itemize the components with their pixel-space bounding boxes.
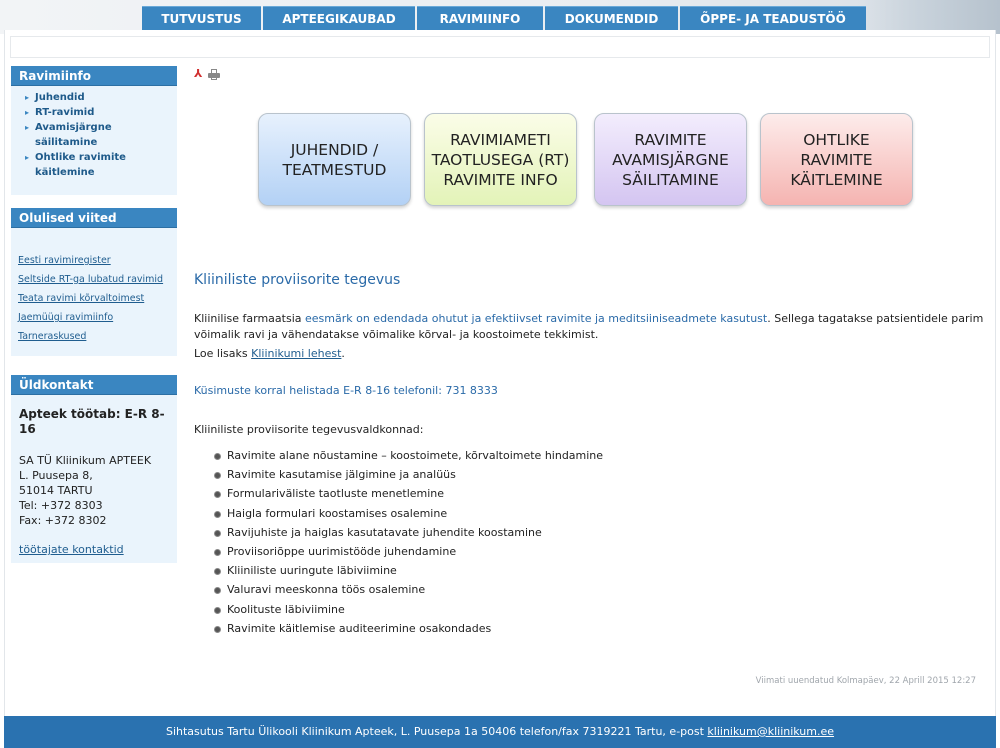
phone-info: Küsimuste korral helistada E-R 8-16 telefonil: 731 8333 [194,384,498,397]
tile-juhendid[interactable]: JUHENDID / TEATMESTUD [258,113,411,206]
pdf-icon[interactable] [194,68,204,80]
nav-ravimiinfo[interactable]: RAVIMIINFO [417,6,543,30]
breadcrumb-bar [10,36,990,58]
areas-title: Kliiniliste proviisorite tegevusvaldkonnad: [194,423,424,436]
sidebar-item-label: Juhendid [35,92,85,103]
intro-suffix: . Sellega tagatakse patsientidele parim võimalik ravi ja vähendatakse võimalike kõrval- ja koostoimete tekkimist. [194,312,984,341]
contact-org: SA TÜ Kliinikum APTEEK [19,454,152,467]
sidebar-ravimiinfo-menu [11,86,177,188]
sidebar-item-juhendid[interactable] [23,90,177,105]
sidebar-item-ohtlike[interactable] [23,150,133,180]
contact-tel: Tel: +372 8303 [19,499,103,512]
nav-apteegikaubad[interactable]: APTEEGIKAUBAD [263,6,415,30]
page-title: Kliiniliste proviisorite tegevus [194,272,401,288]
kliinikum-link[interactable]: Kliinikumi lehest [251,347,342,360]
sidebar-item-label: Ohtlike ravimite käitlemine [35,152,126,178]
link-tarneraskused[interactable]: Tarneraskused [18,331,87,342]
list-item: Ravijuhiste ja haiglas kasutatavate juhendite koostamine [212,523,603,542]
nav-oppe-ja-teadustoo[interactable]: ÕPPE- JA TEADUSTÖÖ [680,6,866,30]
read-more-prefix: Loe lisaks [194,347,252,360]
arrow-icon: ▸ [25,108,30,117]
sidebar-ravimiinfo-title: Ravimiinfo [11,66,177,86]
last-updated: Viimati uuendatud Kolmapäev, 22 Aprill 2015 12:27 [755,676,976,686]
list-item: Koolituste läbiviimine [212,600,603,619]
list-item: Ravimite käitlemise auditeerimine osakondades [212,619,603,638]
sidebar-ravimiinfo [11,66,177,195]
intro-paragraph [194,311,984,343]
arrow-icon: ▸ [25,153,30,162]
intro-highlight: eesmärk on edendada ohutut ja efektiivset ravimite ja meditsiiniseadmete kasutust [305,312,768,325]
contact-fax: Fax: +372 8302 [19,514,107,527]
header-image [860,0,1000,34]
sidebar-item-label: RT-ravimid [35,107,95,118]
sidebar-item-avamisjargne[interactable] [23,120,119,150]
link-korvaltoime[interactable]: Teata ravimi kõrvaltoimest [18,293,145,304]
contact-block [11,395,177,567]
list-item: Valuravi meeskonna töös osalemine [212,580,603,599]
read-more-suffix: . [341,347,345,360]
main-nav [142,6,868,30]
tile-ohtlike[interactable]: OHTLIKE RAVIMITE KÄITLEMINE [760,113,913,206]
tile-avamisjargne[interactable]: RAVIMITE AVAMISJÄRGNE SÄILITAMINE [594,113,747,206]
list-item: Ravimite alane nõustamine – koostoimete, kõrvaltoimete hindamine [212,446,603,465]
intro-text [194,311,984,362]
pdf-glyph: ⅄ [194,67,203,80]
read-more [194,346,984,362]
footer-email-link[interactable]: kliinikum@kliinikum.ee [707,725,835,738]
contact-city: 51014 TARTU [19,484,93,497]
list-item: Formulariväliste taotluste menetlemine [212,484,603,503]
sidebar-links [11,208,177,356]
arrow-icon: ▸ [25,93,30,102]
list-item: Kliiniliste uuringute läbiviimine [212,561,603,580]
sidebar-contact [11,375,177,563]
link-rt-lubatud[interactable]: Seltside RT-ga lubatud ravimid [18,274,164,285]
link-ravimiregister[interactable]: Eesti ravimiregister [18,255,111,266]
tile-rt-ravimid[interactable]: RAVIMIAMETI TAOTLUSEGA (RT) RAVIMITE INFO [424,113,577,206]
link-jaemuugi[interactable]: Jaemüügi ravimiinfo [18,312,114,323]
opening-hours: Apteek töötab: E-R 8-16 [19,407,165,436]
intro-prefix: Kliinilise farmaatsia [194,312,305,325]
arrow-icon: ▸ [25,123,30,132]
list-item: Proviisoriõppe uurimistööde juhendamine [212,542,603,561]
sidebar-contact-title: Üldkontakt [11,375,177,395]
contact-street: L. Puusepa 8, [19,469,93,482]
nav-tutvustus[interactable]: TUTVUSTUS [142,6,261,30]
staff-contacts-link[interactable]: töötajate kontaktid [19,543,124,556]
footer [4,716,996,748]
sidebar-links-list [11,228,177,354]
areas-list [212,446,603,638]
print-icon[interactable] [208,69,220,80]
list-item: Haigla formulari koostamises osalemine [212,504,603,523]
list-item: Ravimite kasutamise jälgimine ja analüüs [212,465,603,484]
sidebar-links-title: Olulised viited [11,208,177,228]
page-tools [194,68,220,80]
footer-text: Sihtasutus Tartu Ülikooli Kliinikum Apteek, L. Puusepa 1a 50406 telefon/fax 7319221 Tartu, e-post [165,725,708,738]
nav-dokumendid[interactable]: DOKUMENDID [545,6,678,30]
sidebar-item-label: Avamisjärgne säilitamine [35,122,112,148]
sidebar-item-rt-ravimid[interactable] [23,105,177,120]
